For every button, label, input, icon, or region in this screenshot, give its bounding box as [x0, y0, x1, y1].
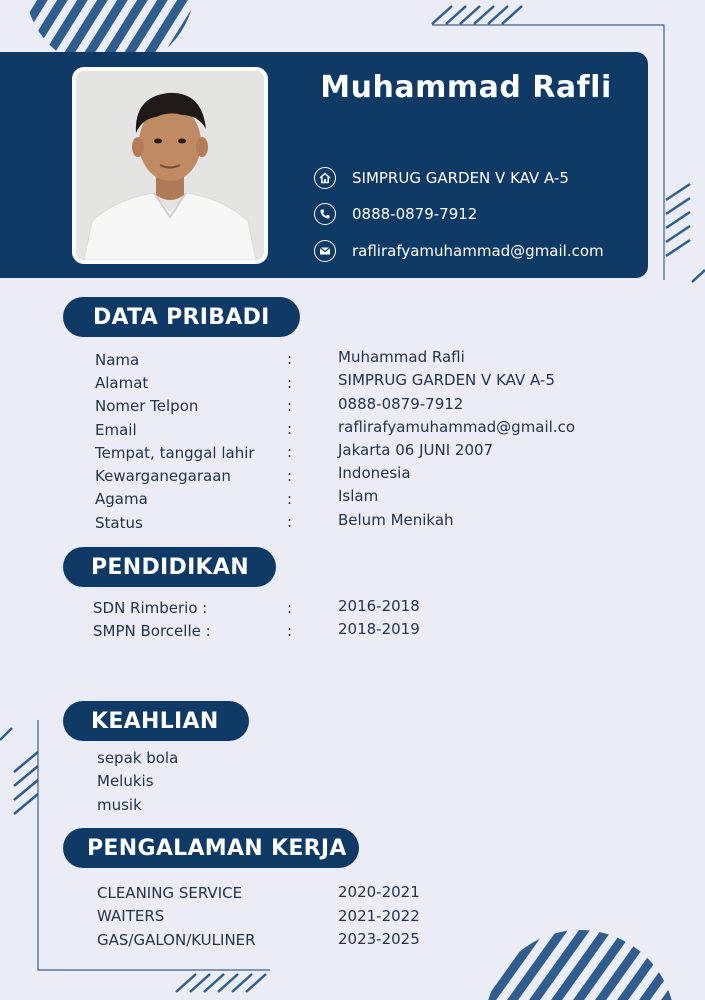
contact-address — [314, 166, 569, 190]
skill-item: sepak bola — [97, 749, 179, 767]
label-agama: Agama — [95, 490, 148, 508]
top-right-stripes — [432, 6, 522, 24]
section-keahlian-title: KEAHLIAN — [63, 701, 249, 741]
contact-phone — [314, 202, 477, 226]
phone-icon — [314, 203, 336, 225]
job-gas-galon-kuliner: GAS/GALON/KULINER — [97, 931, 256, 949]
value-kewarganegaraan: Indonesia — [338, 464, 411, 482]
left-side-stripes — [0, 728, 38, 814]
value-email: raflirafyamuhammad@gmail.co — [338, 418, 576, 436]
skill-item: musik — [97, 796, 142, 814]
value-nomer-telpon: 0888-0879-7912 — [338, 395, 464, 413]
contact-address-text: SIMPRUG GARDEN V KAV A-5 — [352, 169, 569, 187]
separator-nomer-telpon: : — [287, 397, 293, 415]
contact-email — [314, 239, 604, 263]
section-pengalaman-kerja-title: PENGALAMAN KERJA — [63, 828, 359, 868]
label-kewarganegaraan: Kewarganegaraan — [95, 467, 231, 485]
years-sdn-rimberio: 2016-2018 — [338, 597, 420, 615]
person-name: Muhammad Rafli — [320, 70, 612, 105]
separator-alamat: : — [287, 374, 293, 392]
separator-smpn: : — [287, 622, 293, 640]
person-photo-illustration — [76, 71, 264, 260]
value-agama: Islam — [338, 487, 379, 505]
separator-sdn: : — [287, 599, 293, 617]
school-sdn-rimberio: SDN Rimberio : — [93, 599, 208, 617]
section-data-pribadi-title: DATA PRIBADI — [63, 297, 300, 337]
label-email: Email — [95, 421, 137, 439]
label-nama: Nama — [95, 351, 140, 369]
school-smpn-borcelle: SMPN Borcelle : — [93, 622, 211, 640]
value-status: Belum Menikah — [338, 511, 454, 529]
job-waiters: WAITERS — [97, 907, 165, 925]
label-status: Status — [95, 514, 143, 532]
mail-icon — [314, 240, 336, 262]
label-nomer-telpon: Nomer Telpon — [95, 397, 199, 415]
label-tempat-tanggal-lahir: Tempat, tanggal lahir — [95, 444, 255, 462]
years-smpn-borcelle: 2018-2019 — [338, 620, 420, 638]
separator-agama: : — [287, 490, 293, 508]
separator-nama: : — [287, 350, 293, 368]
right-side-stripes — [666, 184, 705, 282]
separator-kewarganegaraan: : — [287, 467, 293, 485]
bottom-left-stripes — [176, 974, 266, 992]
section-pendidikan-title: PENDIDIKAN — [63, 547, 276, 587]
separator-email: : — [287, 420, 293, 438]
label-alamat: Alamat — [95, 374, 149, 392]
job-years: 2021-2022 — [338, 907, 420, 925]
value-nama: Muhammad Rafli — [338, 348, 465, 366]
contact-phone-text: 0888-0879-7912 — [352, 205, 478, 223]
contact-email-text: raflirafyamuhammad@gmail.com — [352, 242, 604, 260]
bottom-striped-circle — [440, 900, 705, 1000]
job-cleaning-service: CLEANING SERVICE — [97, 884, 243, 902]
profile-photo — [72, 67, 268, 264]
home-icon — [314, 167, 336, 189]
separator-status: : — [287, 513, 293, 531]
skill-item: Melukis — [97, 772, 154, 790]
separator-tempat-tanggal-lahir: : — [287, 443, 293, 461]
job-years: 2023-2025 — [338, 930, 420, 948]
job-years: 2020-2021 — [338, 883, 420, 901]
value-alamat: SIMPRUG GARDEN V KAV A-5 — [338, 371, 555, 389]
value-tempat-tanggal-lahir: Jakarta 06 JUNI 2007 — [338, 441, 494, 459]
